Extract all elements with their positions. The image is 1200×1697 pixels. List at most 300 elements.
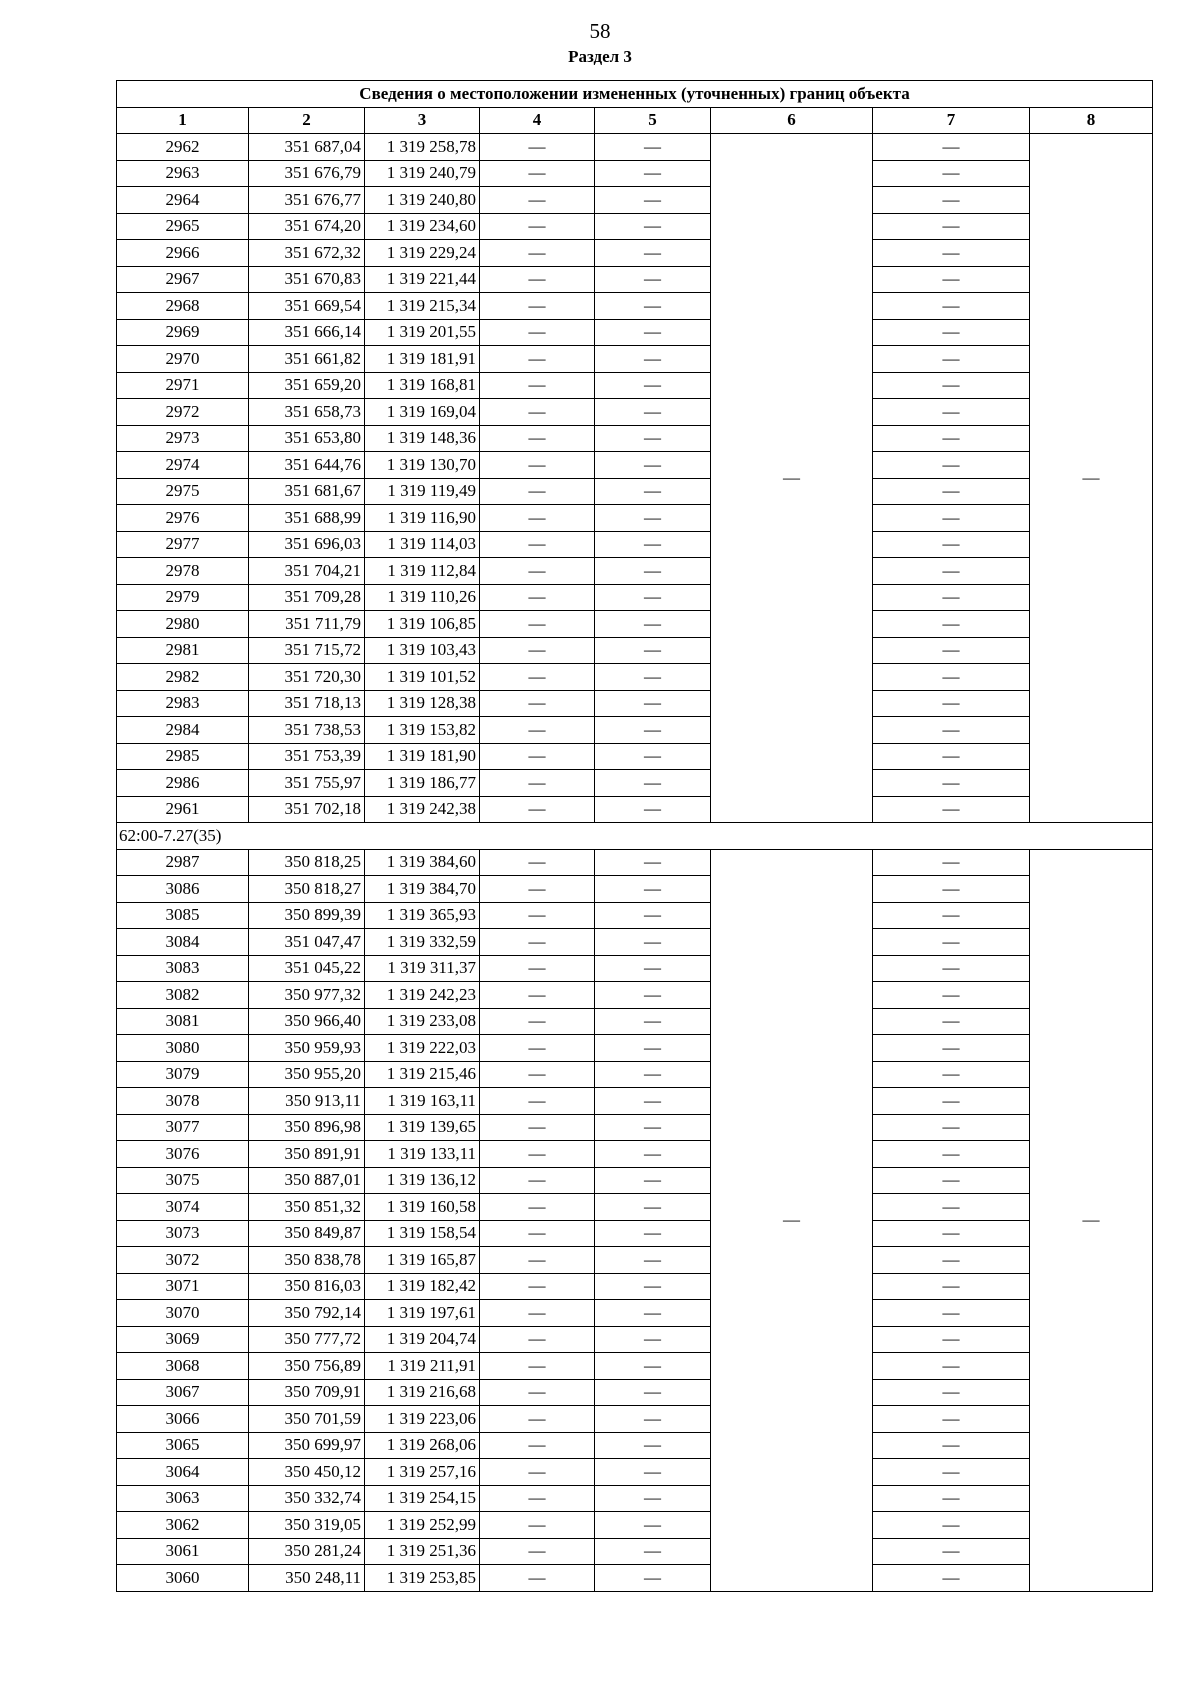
point-number-cell: 3075 [117,1167,249,1194]
point-number-cell: 3067 [117,1379,249,1406]
table-row [117,1247,1153,1274]
column-7-cell: — [873,1247,1030,1274]
table-row [117,505,1153,532]
column-5-cell: — [595,929,711,956]
column-4-cell: — [480,1459,595,1486]
column-5-cell: — [595,213,711,240]
coordinate-x-cell: 350 699,97 [249,1432,365,1459]
column-7-cell: — [873,505,1030,532]
column-4-cell: — [480,690,595,717]
column-5-cell: — [595,1538,711,1565]
coordinate-x-cell: 350 248,11 [249,1565,365,1592]
coordinate-y-cell: 1 319 251,36 [365,1538,480,1565]
column-7-cell: — [873,213,1030,240]
column-7-cell: — [873,1141,1030,1168]
table-row [117,1035,1153,1062]
coordinate-x-cell: 351 687,04 [249,134,365,161]
coordinate-y-cell: 1 319 222,03 [365,1035,480,1062]
column-5-cell: — [595,876,711,903]
coordinate-x-cell: 350 792,14 [249,1300,365,1327]
table-row [117,1141,1153,1168]
point-number-cell: 3073 [117,1220,249,1247]
column-4-cell: — [480,531,595,558]
table-row [117,1167,1153,1194]
coordinate-x-cell: 351 666,14 [249,319,365,346]
coordinate-y-cell: 1 319 311,37 [365,955,480,982]
table-row [117,611,1153,638]
coordinate-y-cell: 1 319 119,49 [365,478,480,505]
column-5-cell: — [595,558,711,585]
column-5-cell: — [595,743,711,770]
column-4-cell: — [480,346,595,373]
column-5-cell: — [595,399,711,426]
column-header: 4 [480,107,595,134]
column-header: 6 [711,107,873,134]
point-number-cell: 2972 [117,399,249,426]
column-4-cell: — [480,1167,595,1194]
coordinate-x-cell: 351 681,67 [249,478,365,505]
column-7-cell: — [873,849,1030,876]
coordinate-y-cell: 1 319 252,99 [365,1512,480,1539]
coordinate-x-cell: 351 676,79 [249,160,365,187]
point-number-cell: 3084 [117,929,249,956]
coordinate-y-cell: 1 319 332,59 [365,929,480,956]
column-5-cell: — [595,1565,711,1592]
coordinate-y-cell: 1 319 160,58 [365,1194,480,1221]
coordinate-y-cell: 1 319 233,08 [365,1008,480,1035]
column-4-cell: — [480,611,595,638]
coordinate-x-cell: 350 891,91 [249,1141,365,1168]
coordinate-y-cell: 1 319 215,34 [365,293,480,320]
group-label-row [117,823,1153,850]
table-row [117,478,1153,505]
point-number-cell: 2982 [117,664,249,691]
coordinate-x-cell: 350 977,32 [249,982,365,1009]
column-4-cell: — [480,1194,595,1221]
table-caption: Сведения о местоположении измененных (уточненных) границ объекта [117,81,1153,108]
coordinate-x-cell: 350 319,05 [249,1512,365,1539]
coordinate-y-cell: 1 319 148,36 [365,425,480,452]
column-4-cell: — [480,452,595,479]
point-number-cell: 3071 [117,1273,249,1300]
coordinate-y-cell: 1 319 182,42 [365,1273,480,1300]
column-5-cell: — [595,1220,711,1247]
column-7-cell: — [873,1326,1030,1353]
table-row [117,372,1153,399]
column-4-cell: — [480,558,595,585]
column-4-cell: — [480,319,595,346]
table-row [117,531,1153,558]
table-row [117,160,1153,187]
column-5-cell: — [595,1512,711,1539]
coordinate-x-cell: 351 702,18 [249,796,365,823]
point-number-cell: 3077 [117,1114,249,1141]
column-4-cell: — [480,266,595,293]
coordinate-y-cell: 1 319 116,90 [365,505,480,532]
coordinate-x-cell: 351 755,97 [249,770,365,797]
coordinate-y-cell: 1 319 133,11 [365,1141,480,1168]
column-4-cell: — [480,1220,595,1247]
table-row [117,584,1153,611]
coordinate-x-cell: 351 718,13 [249,690,365,717]
point-number-cell: 3069 [117,1326,249,1353]
column-7-cell: — [873,1432,1030,1459]
column-header: 8 [1030,107,1153,134]
column-7-cell: — [873,1485,1030,1512]
coordinate-y-cell: 1 319 221,44 [365,266,480,293]
table-row [117,1061,1153,1088]
column-4-cell: — [480,505,595,532]
column-4-cell: — [480,1326,595,1353]
point-number-cell: 2980 [117,611,249,638]
column-5-cell: — [595,1432,711,1459]
point-number-cell: 2976 [117,505,249,532]
column-5-cell: — [595,134,711,161]
column-7-cell: — [873,955,1030,982]
column-4-cell: — [480,929,595,956]
column-5-cell: — [595,982,711,1009]
coordinate-y-cell: 1 319 110,26 [365,584,480,611]
table-row [117,902,1153,929]
column-5-cell: — [595,1141,711,1168]
column-5-cell: — [595,637,711,664]
column-4-cell: — [480,425,595,452]
coordinate-y-cell: 1 319 112,84 [365,558,480,585]
coordinate-x-cell: 351 644,76 [249,452,365,479]
column-4-cell: — [480,637,595,664]
table-row [117,213,1153,240]
coordinate-x-cell: 351 045,22 [249,955,365,982]
column-4-cell: — [480,1512,595,1539]
coordinate-x-cell: 350 959,93 [249,1035,365,1062]
point-number-cell: 3062 [117,1512,249,1539]
coordinate-y-cell: 1 319 139,65 [365,1114,480,1141]
coordinate-x-cell: 350 896,98 [249,1114,365,1141]
column-6-merged-cell: — [711,134,873,823]
column-7-cell: — [873,319,1030,346]
coordinate-x-cell: 351 670,83 [249,266,365,293]
point-number-cell: 3076 [117,1141,249,1168]
coordinate-y-cell: 1 319 153,82 [365,717,480,744]
point-number-cell: 3064 [117,1459,249,1486]
coordinate-x-cell: 350 838,78 [249,1247,365,1274]
column-4-cell: — [480,1406,595,1433]
coordinate-y-cell: 1 319 101,52 [365,664,480,691]
coordinate-y-cell: 1 319 168,81 [365,372,480,399]
table-row [117,558,1153,585]
table-row [117,1353,1153,1380]
column-7-cell: — [873,372,1030,399]
coordinate-x-cell: 351 658,73 [249,399,365,426]
coordinate-y-cell: 1 319 242,38 [365,796,480,823]
column-4-cell: — [480,664,595,691]
column-header: 1 [117,107,249,134]
point-number-cell: 3080 [117,1035,249,1062]
coordinate-x-cell: 351 661,82 [249,346,365,373]
column-5-cell: — [595,1379,711,1406]
coordinate-x-cell: 351 669,54 [249,293,365,320]
column-5-cell: — [595,1247,711,1274]
column-4-cell: — [480,743,595,770]
point-number-cell: 3063 [117,1485,249,1512]
coordinate-x-cell: 351 738,53 [249,717,365,744]
column-5-cell: — [595,1008,711,1035]
point-number-cell: 3065 [117,1432,249,1459]
column-5-cell: — [595,796,711,823]
table-row [117,1538,1153,1565]
coordinate-x-cell: 351 047,47 [249,929,365,956]
column-4-cell: — [480,1300,595,1327]
coordinate-y-cell: 1 319 215,46 [365,1061,480,1088]
column-7-cell: — [873,611,1030,638]
coordinate-y-cell: 1 319 384,70 [365,876,480,903]
point-number-cell: 3082 [117,982,249,1009]
coordinate-x-cell: 350 849,87 [249,1220,365,1247]
point-number-cell: 2979 [117,584,249,611]
coordinate-y-cell: 1 319 257,16 [365,1459,480,1486]
table-row [117,319,1153,346]
point-number-cell: 2981 [117,637,249,664]
coordinate-y-cell: 1 319 223,06 [365,1406,480,1433]
coordinate-x-cell: 350 818,27 [249,876,365,903]
column-5-cell: — [595,372,711,399]
coordinate-x-cell: 351 672,32 [249,240,365,267]
table-row [117,187,1153,214]
table-row [117,664,1153,691]
coordinate-y-cell: 1 319 136,12 [365,1167,480,1194]
coordinate-x-cell: 350 709,91 [249,1379,365,1406]
coordinate-y-cell: 1 319 181,91 [365,346,480,373]
point-number-cell: 3078 [117,1088,249,1115]
point-number-cell: 2983 [117,690,249,717]
table-row [117,425,1153,452]
column-4-cell: — [480,796,595,823]
coordinate-x-cell: 351 720,30 [249,664,365,691]
column-5-cell: — [595,1406,711,1433]
table-body [117,134,1153,1592]
column-4-cell: — [480,584,595,611]
column-4-cell: — [480,1247,595,1274]
table-row [117,293,1153,320]
point-number-cell: 2985 [117,743,249,770]
point-number-cell: 3083 [117,955,249,982]
coordinate-x-cell: 351 676,77 [249,187,365,214]
point-number-cell: 2978 [117,558,249,585]
table-caption-row [117,81,1153,108]
column-5-cell: — [595,293,711,320]
table-row [117,796,1153,823]
column-5-cell: — [595,346,711,373]
column-4-cell: — [480,876,595,903]
column-7-cell: — [873,452,1030,479]
column-5-cell: — [595,1194,711,1221]
column-7-cell: — [873,1512,1030,1539]
column-4-cell: — [480,399,595,426]
section-title: Раздел 3 [568,47,632,66]
column-7-cell: — [873,584,1030,611]
column-7-cell: — [873,160,1030,187]
column-5-cell: — [595,664,711,691]
coordinate-y-cell: 1 319 365,93 [365,902,480,929]
column-7-cell: — [873,425,1030,452]
column-5-cell: — [595,1273,711,1300]
coordinate-y-cell: 1 319 216,68 [365,1379,480,1406]
coordinate-x-cell: 351 696,03 [249,531,365,558]
coordinate-x-cell: 351 704,21 [249,558,365,585]
table-row [117,399,1153,426]
table-row [117,1485,1153,1512]
point-number-cell: 2966 [117,240,249,267]
table-row [117,1220,1153,1247]
column-5-cell: — [595,717,711,744]
column-4-cell: — [480,1141,595,1168]
coordinate-x-cell: 351 688,99 [249,505,365,532]
coordinate-y-cell: 1 319 384,60 [365,849,480,876]
column-7-cell: — [873,1459,1030,1486]
column-7-cell: — [873,478,1030,505]
table-row [117,955,1153,982]
column-7-cell: — [873,770,1030,797]
column-4-cell: — [480,134,595,161]
column-5-cell: — [595,770,711,797]
point-number-cell: 2971 [117,372,249,399]
point-number-cell: 2967 [117,266,249,293]
column-7-cell: — [873,1538,1030,1565]
column-7-cell: — [873,1088,1030,1115]
coordinate-x-cell: 350 966,40 [249,1008,365,1035]
column-4-cell: — [480,849,595,876]
point-number-cell: 2964 [117,187,249,214]
column-7-cell: — [873,690,1030,717]
point-number-cell: 2968 [117,293,249,320]
column-5-cell: — [595,1300,711,1327]
table-row [117,1406,1153,1433]
table-row [117,1273,1153,1300]
column-7-cell: — [873,1353,1030,1380]
coordinate-x-cell: 351 659,20 [249,372,365,399]
column-4-cell: — [480,717,595,744]
column-6-merged-cell: — [711,849,873,1591]
column-5-cell: — [595,505,711,532]
column-7-cell: — [873,637,1030,664]
column-7-cell: — [873,1194,1030,1221]
column-header: 7 [873,107,1030,134]
coordinate-y-cell: 1 319 128,38 [365,690,480,717]
column-5-cell: — [595,902,711,929]
column-5-cell: — [595,266,711,293]
column-4-cell: — [480,1114,595,1141]
column-7-cell: — [873,1406,1030,1433]
column-5-cell: — [595,1167,711,1194]
point-number-cell: 3066 [117,1406,249,1433]
table-row [117,1512,1153,1539]
table-row [117,717,1153,744]
coordinate-y-cell: 1 319 242,23 [365,982,480,1009]
coordinate-x-cell: 350 816,03 [249,1273,365,1300]
coordinate-y-cell: 1 319 229,24 [365,240,480,267]
table-row [117,1008,1153,1035]
column-4-cell: — [480,1485,595,1512]
table-row [117,982,1153,1009]
column-4-cell: — [480,1273,595,1300]
column-5-cell: — [595,1326,711,1353]
coordinate-y-cell: 1 319 169,04 [365,399,480,426]
point-number-cell: 2962 [117,134,249,161]
table-row [117,1088,1153,1115]
coordinate-x-cell: 351 753,39 [249,743,365,770]
table-row [117,346,1153,373]
column-4-cell: — [480,1353,595,1380]
column-5-cell: — [595,1061,711,1088]
column-5-cell: — [595,690,711,717]
column-8-merged-cell: — [1030,849,1153,1591]
point-number-cell: 3061 [117,1538,249,1565]
coordinate-y-cell: 1 319 201,55 [365,319,480,346]
column-4-cell: — [480,955,595,982]
column-4-cell: — [480,478,595,505]
coordinate-y-cell: 1 319 103,43 [365,637,480,664]
column-7-cell: — [873,876,1030,903]
column-4-cell: — [480,187,595,214]
column-7-cell: — [873,1008,1030,1035]
coordinate-y-cell: 1 319 253,85 [365,1565,480,1592]
coordinate-x-cell: 350 818,25 [249,849,365,876]
table-row [117,929,1153,956]
column-8-merged-cell: — [1030,134,1153,823]
column-7-cell: — [873,902,1030,929]
table-row [117,134,1153,161]
coordinate-y-cell: 1 319 165,87 [365,1247,480,1274]
column-7-cell: — [873,266,1030,293]
column-4-cell: — [480,1432,595,1459]
column-5-cell: — [595,955,711,982]
column-7-cell: — [873,1035,1030,1062]
coordinate-y-cell: 1 319 158,54 [365,1220,480,1247]
column-5-cell: — [595,240,711,267]
column-7-cell: — [873,293,1030,320]
column-5-cell: — [595,319,711,346]
coordinate-x-cell: 350 756,89 [249,1353,365,1380]
column-header: 3 [365,107,480,134]
coordinate-y-cell: 1 319 268,06 [365,1432,480,1459]
point-number-cell: 2969 [117,319,249,346]
table-row [117,637,1153,664]
coordinate-y-cell: 1 319 211,91 [365,1353,480,1380]
column-7-cell: — [873,346,1030,373]
column-number-row [117,107,1153,134]
coordinate-x-cell: 350 955,20 [249,1061,365,1088]
column-7-cell: — [873,717,1030,744]
table-row [117,1326,1153,1353]
coordinate-x-cell: 350 851,32 [249,1194,365,1221]
column-4-cell: — [480,1008,595,1035]
coordinate-y-cell: 1 319 130,70 [365,452,480,479]
column-5-cell: — [595,584,711,611]
column-7-cell: — [873,796,1030,823]
column-7-cell: — [873,531,1030,558]
column-7-cell: — [873,1061,1030,1088]
column-7-cell: — [873,134,1030,161]
point-number-cell: 3079 [117,1061,249,1088]
column-header: 5 [595,107,711,134]
column-7-cell: — [873,982,1030,1009]
point-number-cell: 2974 [117,452,249,479]
column-7-cell: — [873,664,1030,691]
column-7-cell: — [873,240,1030,267]
coordinate-x-cell: 351 653,80 [249,425,365,452]
column-7-cell: — [873,1379,1030,1406]
coordinate-y-cell: 1 319 254,15 [365,1485,480,1512]
